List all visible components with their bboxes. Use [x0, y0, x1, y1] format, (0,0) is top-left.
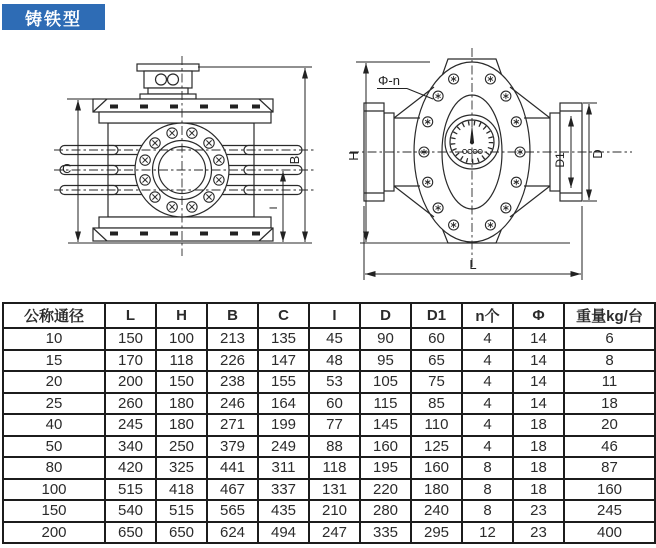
table-cell: 53 [309, 371, 360, 393]
table-cell: 118 [309, 457, 360, 479]
table-cell: 88 [309, 436, 360, 458]
table-cell: 245 [564, 500, 655, 522]
table-cell: 295 [411, 522, 462, 544]
table-cell: 515 [156, 500, 207, 522]
table-cell: 340 [105, 436, 156, 458]
column-header: Φ [513, 303, 564, 328]
table-cell: 18 [513, 436, 564, 458]
table-cell: 4 [462, 414, 513, 436]
table-cell: 87 [564, 457, 655, 479]
dim-label-d1: D1 [553, 152, 567, 168]
table-cell: 180 [411, 479, 462, 501]
table-cell: 6 [564, 328, 655, 350]
table-cell: 565 [207, 500, 258, 522]
dim-label-i: I [268, 206, 280, 210]
table-cell: 195 [360, 457, 411, 479]
table-cell: 160 [411, 457, 462, 479]
table-cell: 311 [258, 457, 309, 479]
table-row [3, 457, 655, 479]
table-cell: 14 [513, 371, 564, 393]
table-cell: 145 [360, 414, 411, 436]
register-cap [137, 64, 199, 71]
table-cell: 494 [258, 522, 309, 544]
table-cell: 155 [258, 371, 309, 393]
table-cell: 180 [156, 414, 207, 436]
table-cell: 400 [564, 522, 655, 544]
table-cell: 164 [258, 393, 309, 415]
table-cell: 247 [309, 522, 360, 544]
table-cell: 379 [207, 436, 258, 458]
table-cell: 105 [360, 371, 411, 393]
type-tab-label: 铸铁型 [25, 9, 82, 29]
table-cell: 14 [513, 393, 564, 415]
table-cell: 118 [156, 350, 207, 372]
table-row [3, 522, 655, 544]
column-header: 公称通径 [3, 303, 105, 328]
column-header: H [156, 303, 207, 328]
table-cell: 8 [462, 457, 513, 479]
table-cell: 100 [156, 328, 207, 350]
table-cell: 125 [411, 436, 462, 458]
table-cell: 249 [258, 436, 309, 458]
dim-label-c: C [62, 161, 72, 176]
table-cell: 160 [360, 436, 411, 458]
table-cell: 441 [207, 457, 258, 479]
dim-label-b: B [287, 155, 302, 165]
table-cell: 135 [258, 328, 309, 350]
column-header: 重量kg/台 [564, 303, 655, 328]
table-cell: 650 [105, 522, 156, 544]
table-cell: 18 [513, 457, 564, 479]
table-row [3, 414, 655, 436]
table-cell: 150 [3, 500, 105, 522]
spec-table [2, 302, 656, 544]
table-cell: 624 [207, 522, 258, 544]
table-cell: 199 [258, 414, 309, 436]
dim-label-phi-n: Φ-n [378, 73, 400, 88]
table-cell: 280 [360, 500, 411, 522]
table-cell: 200 [105, 371, 156, 393]
table-cell: 15 [3, 350, 105, 372]
table-row [3, 328, 655, 350]
table-cell: 80 [3, 457, 105, 479]
table-cell: 23 [513, 522, 564, 544]
table-cell: 435 [258, 500, 309, 522]
table-cell: 150 [156, 371, 207, 393]
table-cell: 48 [309, 350, 360, 372]
table-cell: 8 [462, 500, 513, 522]
table-row [3, 350, 655, 372]
table-cell: 147 [258, 350, 309, 372]
table-cell: 8 [564, 350, 655, 372]
spec-table-header-row [3, 303, 655, 328]
side-view-body [60, 64, 312, 243]
table-cell: 45 [309, 328, 360, 350]
table-cell: 75 [411, 371, 462, 393]
table-cell: 325 [156, 457, 207, 479]
column-header: B [207, 303, 258, 328]
table-cell: 467 [207, 479, 258, 501]
table-cell: 95 [360, 350, 411, 372]
table-cell: 271 [207, 414, 258, 436]
table-cell: 12 [462, 522, 513, 544]
type-tab [2, 4, 105, 30]
table-cell: 20 [564, 414, 655, 436]
table-cell: 77 [309, 414, 360, 436]
table-row [3, 393, 655, 415]
table-cell: 150 [105, 328, 156, 350]
table-cell: 180 [156, 393, 207, 415]
column-header: C [258, 303, 309, 328]
table-cell: 238 [207, 371, 258, 393]
spec-table-body [3, 328, 655, 543]
table-row [3, 371, 655, 393]
table-cell: 131 [309, 479, 360, 501]
table-cell: 8 [462, 479, 513, 501]
table-cell: 213 [207, 328, 258, 350]
table-cell: 46 [564, 436, 655, 458]
column-header: n个 [462, 303, 513, 328]
column-header: D [360, 303, 411, 328]
dim-label-h: H [346, 151, 361, 161]
table-cell: 23 [513, 500, 564, 522]
table-cell: 170 [105, 350, 156, 372]
table-cell: 650 [156, 522, 207, 544]
table-cell: 200 [3, 522, 105, 544]
table-cell: 110 [411, 414, 462, 436]
table-row [3, 479, 655, 501]
side-view-drawing [40, 50, 330, 300]
table-cell: 40 [3, 414, 105, 436]
column-header: D1 [411, 303, 462, 328]
table-cell: 245 [105, 414, 156, 436]
table-cell: 60 [411, 328, 462, 350]
table-cell: 240 [411, 500, 462, 522]
table-cell: 515 [105, 479, 156, 501]
table-cell: 420 [105, 457, 156, 479]
table-cell: 226 [207, 350, 258, 372]
front-view-drawing [330, 40, 656, 305]
table-cell: 18 [564, 393, 655, 415]
table-cell: 11 [564, 371, 655, 393]
table-cell: 337 [258, 479, 309, 501]
table-cell: 335 [360, 522, 411, 544]
table-cell: 4 [462, 350, 513, 372]
table-cell: 210 [309, 500, 360, 522]
table-cell: 115 [360, 393, 411, 415]
table-cell: 85 [411, 393, 462, 415]
table-cell: 540 [105, 500, 156, 522]
dim-label-l: L [469, 257, 477, 272]
dim-label-d: D [590, 149, 605, 159]
table-cell: 260 [105, 393, 156, 415]
table-cell: 418 [156, 479, 207, 501]
table-cell: 10 [3, 328, 105, 350]
table-cell: 20 [3, 371, 105, 393]
table-row [3, 436, 655, 458]
table-cell: 220 [360, 479, 411, 501]
table-cell: 4 [462, 393, 513, 415]
table-cell: 14 [513, 328, 564, 350]
table-row [3, 500, 655, 522]
table-cell: 18 [513, 414, 564, 436]
table-cell: 160 [564, 479, 655, 501]
column-header: L [105, 303, 156, 328]
table-cell: 250 [156, 436, 207, 458]
table-cell: 4 [462, 328, 513, 350]
table-cell: 246 [207, 393, 258, 415]
table-cell: 60 [309, 393, 360, 415]
table-cell: 18 [513, 479, 564, 501]
column-header: I [309, 303, 360, 328]
table-cell: 50 [3, 436, 105, 458]
table-cell: 25 [3, 393, 105, 415]
table-cell: 65 [411, 350, 462, 372]
table-cell: 100 [3, 479, 105, 501]
table-cell: 14 [513, 350, 564, 372]
table-cell: 90 [360, 328, 411, 350]
table-cell: 4 [462, 436, 513, 458]
table-cell: 4 [462, 371, 513, 393]
